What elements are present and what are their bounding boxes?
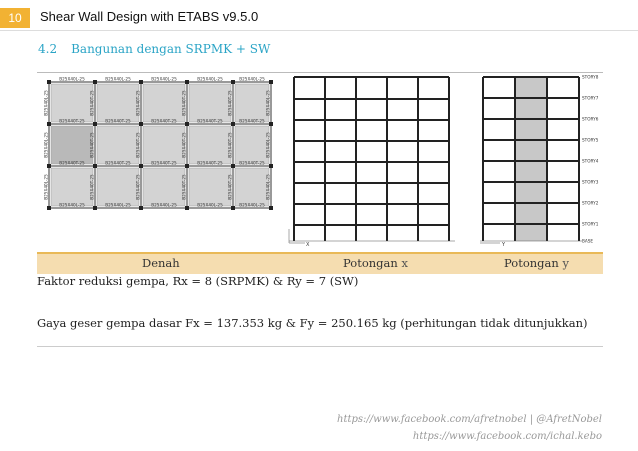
story-label: STORY8 xyxy=(582,74,599,80)
plan-slab-panel xyxy=(235,84,269,122)
plan-beam-label: B25X40L-25 xyxy=(239,202,265,208)
plan-beam-label: B25X40L-25 xyxy=(43,90,49,116)
plan-beam-label: B25X40L-25 xyxy=(105,202,131,208)
plan-beam-label: B25X40L-25 xyxy=(43,174,49,200)
elevation-y-drawing xyxy=(478,73,603,250)
figure-caption-bar xyxy=(37,252,603,274)
floor-plan-drawing xyxy=(41,76,279,214)
plan-beam-label: B25X40T-25 xyxy=(105,118,131,124)
plan-column xyxy=(231,122,235,126)
elevation-y-frame xyxy=(480,77,582,243)
story-label: STORY1 xyxy=(582,221,599,227)
story-label: BASE xyxy=(582,238,594,244)
shear-wall xyxy=(515,77,547,241)
plan-grid xyxy=(47,80,273,210)
plan-column xyxy=(47,164,51,168)
plan-beam-label: B25X40T-25 xyxy=(227,132,233,158)
plan-slab-panel xyxy=(189,84,231,122)
plan-column xyxy=(231,80,235,84)
plan-beam-label: B25X40T-25 xyxy=(197,160,223,166)
plan-beam-label: B25X40L-25 xyxy=(43,132,49,158)
plan-beam-label: B25X40T-25 xyxy=(151,118,177,124)
plan-beam-label: B25X40T-25 xyxy=(89,132,95,158)
plan-slab-panel xyxy=(97,126,139,164)
plan-column xyxy=(139,80,143,84)
section-number: 4.2 xyxy=(38,42,58,56)
plan-column xyxy=(139,122,143,126)
plan-beam-label: B25X40L-25 xyxy=(265,174,271,200)
plan-column xyxy=(185,122,189,126)
plan-slab-panel xyxy=(189,168,231,206)
plan-beam-label: B25X40L-25 xyxy=(197,76,223,82)
plan-column xyxy=(47,80,51,84)
plan-beam-label: B25X40T-25 xyxy=(59,118,85,124)
plan-slab-panel xyxy=(143,84,185,122)
caption-section-y xyxy=(504,256,569,270)
document-title: Shear Wall Design with ETABS v9.5.0 xyxy=(40,9,259,24)
elevation-x-frame xyxy=(289,77,455,243)
plan-slab-panel xyxy=(189,126,231,164)
plan-column xyxy=(185,206,189,210)
reduction-factor-text: Faktor reduksi gempa, Rx = 8 (SRPMK) & Ry = 7 (SW) xyxy=(37,274,359,288)
plan-beam-label: B25X40T-25 xyxy=(197,118,223,124)
elevation-y-story-labels xyxy=(582,75,599,244)
footer-link-2[interactable]: https://www.facebook.com/ichal.kebo xyxy=(412,431,602,442)
plan-beam-label: B25X40T-25 xyxy=(105,160,131,166)
caption-section-x-axis: x xyxy=(401,256,408,270)
plan-column xyxy=(231,164,235,168)
plan-beam-label: B25X40T-25 xyxy=(181,174,187,200)
elevation-x-axis-label: X xyxy=(306,242,310,248)
plan-column xyxy=(139,206,143,210)
plan-beam-label: B25X40L-25 xyxy=(105,76,131,82)
plan-slab-panel xyxy=(235,126,269,164)
plan-slab-panel xyxy=(235,168,269,206)
plan-column xyxy=(93,80,97,84)
plan-column xyxy=(47,206,51,210)
plan-beam-label: B25X40T-25 xyxy=(135,132,141,158)
story-label: STORY2 xyxy=(582,200,599,206)
plan-beam-label: B25X40T-25 xyxy=(135,90,141,116)
plan-beam-label: B25X40L-25 xyxy=(265,132,271,158)
plan-beam-label: B25X40L-25 xyxy=(197,202,223,208)
plan-beam-label: B25X40T-25 xyxy=(89,90,95,116)
plan-slab-panel xyxy=(143,168,185,206)
caption-section-x-word: Potongan xyxy=(343,256,398,270)
plan-column xyxy=(269,122,273,126)
story-label: STORY3 xyxy=(582,179,599,185)
plan-column xyxy=(231,206,235,210)
plan-column xyxy=(47,122,51,126)
elevation-x-drawing xyxy=(287,73,460,250)
caption-plan: Denah xyxy=(142,256,180,270)
plan-slab-panel xyxy=(97,168,139,206)
plan-slab-panel xyxy=(51,168,93,206)
plan-column xyxy=(93,164,97,168)
plan-column xyxy=(269,206,273,210)
plan-beam-label: B25X40L-25 xyxy=(151,202,177,208)
caption-section-y-word: Potongan xyxy=(504,256,559,270)
section-title: Bangunan dengan SRPMK + SW xyxy=(71,42,271,56)
section-heading xyxy=(38,42,270,56)
plan-beam-label: B25X40L-25 xyxy=(59,76,85,82)
page-number: 10 xyxy=(0,8,30,28)
plan-beam-label: B25X40L-25 xyxy=(151,76,177,82)
plan-beam-label: B25X40T-25 xyxy=(151,160,177,166)
plan-column xyxy=(93,122,97,126)
plan-beam-label: B25X40L-25 xyxy=(59,202,85,208)
plan-beam-label: B25X40T-25 xyxy=(239,118,265,124)
plan-beam-label: B25X40T-25 xyxy=(239,160,265,166)
footer-link-1[interactable]: https://www.facebook.com/afretnobel | @AfretNobel xyxy=(337,414,602,425)
caption-section-x xyxy=(343,256,408,270)
plan-beam-label: B25X40T-25 xyxy=(181,90,187,116)
plan-column xyxy=(269,80,273,84)
base-shear-text: Gaya geser gempa dasar Fx = 137.353 kg & Fy = 250.165 kg (perhitungan tidak ditunjukkan) xyxy=(37,316,588,330)
plan-slab-panel xyxy=(51,84,93,122)
story-label: STORY4 xyxy=(582,158,599,164)
plan-beam-label: B25X40T-25 xyxy=(59,160,85,166)
plan-beam-label: B25X40T-25 xyxy=(181,132,187,158)
plan-beam-label: B25X40T-25 xyxy=(89,174,95,200)
story-label: STORY6 xyxy=(582,116,599,122)
story-label: STORY5 xyxy=(582,137,599,143)
story-label: STORY7 xyxy=(582,95,599,101)
plan-slab-panel xyxy=(51,126,93,164)
plan-column xyxy=(185,164,189,168)
plan-column xyxy=(139,164,143,168)
plan-slab-panel xyxy=(97,84,139,122)
plan-column xyxy=(269,164,273,168)
content-bottom-rule xyxy=(37,346,603,347)
header-divider xyxy=(0,30,638,31)
plan-column xyxy=(93,206,97,210)
plan-beam-label: B25X40T-25 xyxy=(227,90,233,116)
caption-section-y-axis: y xyxy=(562,256,569,270)
plan-beam-label: B25X40L-25 xyxy=(265,90,271,116)
elevation-y-axis-label: Y xyxy=(502,242,506,248)
plan-slab-panel xyxy=(143,126,185,164)
plan-beam-label: B25X40T-25 xyxy=(135,174,141,200)
plan-beam-label: B25X40L-25 xyxy=(239,76,265,82)
plan-column xyxy=(185,80,189,84)
plan-beam-label: B25X40T-25 xyxy=(227,174,233,200)
